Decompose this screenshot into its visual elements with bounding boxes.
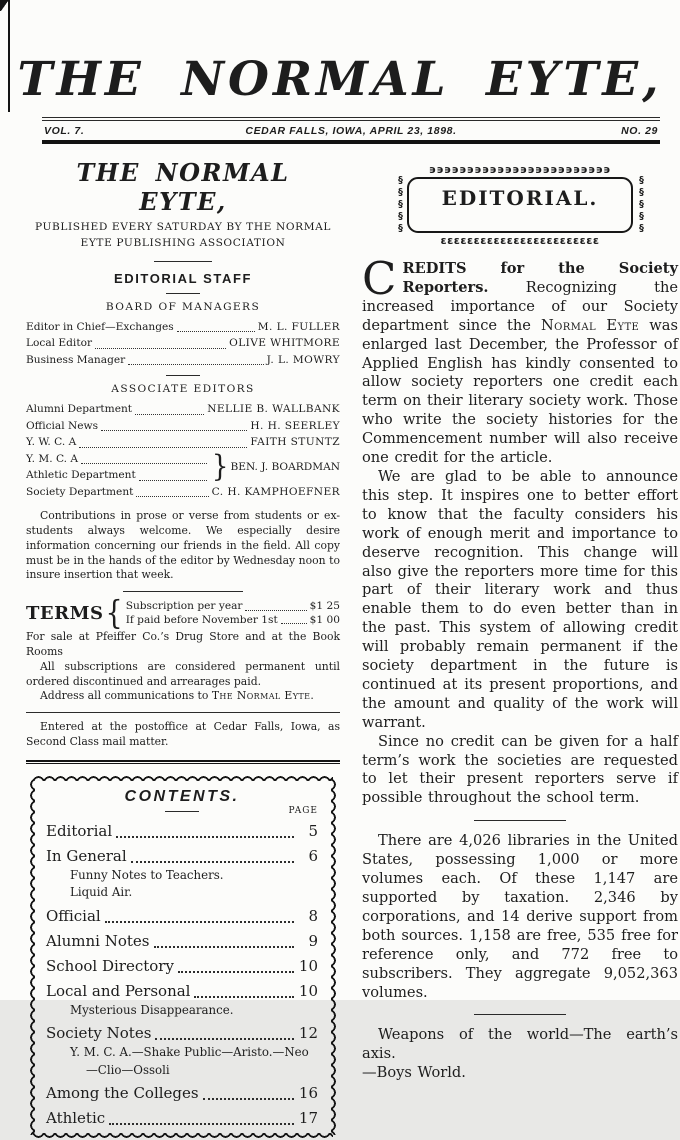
contents-entry-label: Official [46, 906, 101, 925]
contents-entry [46, 1023, 318, 1043]
dot-leader [178, 971, 294, 973]
contents-entry-page: 17 [298, 1109, 318, 1128]
staff-row [26, 451, 210, 468]
contents-entry-label: Among the Colleges [46, 1084, 199, 1103]
scroll-ornament-right: §§§§§ [636, 175, 647, 235]
staff-row [26, 401, 340, 418]
contents-entry-page: 6 [308, 846, 318, 865]
editorial-paragraph-1 [362, 252, 678, 468]
dateline-band [42, 121, 660, 140]
volume-label: VOL. 7. [44, 125, 85, 137]
divider [166, 375, 200, 376]
contents-entry-page: 10 [298, 981, 318, 1000]
dot-leader [203, 1098, 294, 1100]
quip-line1: Weapons of the world—The earth’s axis. [362, 1026, 678, 1063]
scroll-ornament-bottom: ɛɛɛɛɛɛɛɛɛɛɛɛɛɛɛɛɛɛɛɛɛɛɛɛ [440, 234, 600, 247]
staff-name: OLIVE WHITMORE [229, 337, 340, 350]
scroll-ornament-left: §§§§§ [395, 175, 406, 235]
staff-name: BEN. J. BOARDMAN [230, 460, 340, 473]
staff-row [26, 467, 210, 484]
contents-wavy-border-right [331, 779, 338, 1136]
braced-roles [26, 451, 210, 484]
contents-entry-page: 8 [308, 906, 318, 925]
staff-row [26, 335, 340, 352]
terms-label: TERMS [26, 603, 104, 625]
dot-leader [177, 331, 255, 332]
terms-item: Subscription per year [125, 600, 243, 613]
editorial-banner-title: EDITORIAL. [407, 177, 633, 233]
staff-role: Athletic Department [26, 469, 136, 482]
contents-subentry: Mysterious Disappearance. [70, 1002, 234, 1017]
article-lead: REDITS for the Society Reporters. [402, 260, 678, 296]
address-prefix: Address all communications to [40, 689, 212, 703]
contents-entry [46, 931, 318, 951]
board-of-managers-list [26, 319, 340, 369]
contents-wavy-border-bottom [33, 1133, 333, 1140]
dateline: CEDAR FALLS, IOWA, APRIL 23, 1898. [245, 125, 457, 137]
contents-entry-page: 9 [308, 931, 318, 950]
divider [154, 261, 212, 262]
dot-leader [155, 1038, 294, 1040]
dot-leader [128, 364, 263, 365]
dot-leader [194, 996, 294, 998]
dot-leader [136, 496, 208, 497]
paper-name-smallcaps: Normal Eyte [540, 316, 640, 334]
brace-glyph: { [105, 595, 123, 633]
double-rule [26, 760, 340, 764]
rule [26, 712, 340, 713]
editorial-banner-core [394, 175, 646, 235]
entered-note: Entered at the postoffice at Cedar Falls, Iowa, as Second Class mail matter. [26, 720, 340, 749]
drop-cap: C [362, 252, 397, 305]
editorial-article [362, 252, 678, 1083]
dot-leader [81, 463, 207, 464]
for-sale-note: For sale at Pfeiffer Co.’s Drug Store and at the Book Rooms [26, 630, 340, 659]
staff-role: Alumni Department [26, 403, 133, 416]
editorial-paragraph-3: Since no credit can be given for a half term’s work the societies are requested to let their present reporters serve if possible throughout the school term. [362, 732, 678, 807]
contents-entry [46, 981, 318, 1001]
staff-name: FAITH STUNTZ [250, 436, 340, 449]
terms-row [126, 614, 340, 628]
staff-name: H. H. SEERLEY [250, 419, 340, 432]
divider [474, 820, 566, 821]
masthead-title: THE NORMAL EYTE, [17, 52, 663, 107]
staff-row [26, 352, 340, 369]
contents-entry [46, 1108, 318, 1128]
paper-title: THE NORMAL EYTE, [76, 158, 290, 216]
terms-price: $1 00 [309, 613, 340, 626]
contents-entry [46, 846, 318, 866]
published-line2: EYTE PUBLISHING ASSOCIATION [80, 236, 286, 249]
dot-leader [245, 610, 306, 611]
staff-name: C. H. KAMPHOEFNER [211, 485, 340, 498]
contents-entry [46, 1083, 318, 1103]
terms-price: $1 25 [309, 600, 340, 613]
brace-glyph: } [211, 449, 229, 484]
dot-leader [101, 430, 247, 431]
divider [123, 591, 243, 592]
page-columns [0, 144, 680, 1140]
contents-entry-label: Alumni Notes [46, 931, 150, 950]
staff-row-braced [26, 451, 340, 484]
subscriptions-note: All subscriptions are considered permanent until ordered discontinued and arrearages paid. [26, 659, 340, 688]
editorial-paragraph-2: We are glad to be able to announce this step. It inspires one to better effort to know that the faculty considers his work of enough merit and importance to deserve recognition. This change will also give the reporters more time for this part of their literary work and thus enable them to do even better than in the past. This system of allowing credit will probably remain permanent if the society department in the future is continued at its present proportions, and the amount and quality of the work will warrant. [362, 467, 678, 731]
staff-role: Society Department [26, 485, 134, 498]
published-note [26, 220, 340, 252]
contents-box [28, 774, 338, 1140]
contents-entry-label: Local and Personal [46, 981, 191, 1000]
contents-entry-page: 10 [298, 956, 318, 975]
contents-entry-label: In General [46, 846, 127, 865]
staff-name: M. L. FULLER [257, 320, 340, 333]
editorial-banner [394, 164, 646, 246]
paragraph-text: Recognizing the increased importance of our Society department since the [362, 278, 678, 334]
terms-block [26, 595, 340, 633]
contents-page-label: PAGE [288, 805, 318, 816]
paragraph-text: was enlarged last December, the Professor of Applied English has kindly consented to allow society reporters one credit each term on their literary society work. Those who write the society histories for the Commencement number will also receive one credit for the article. [362, 316, 678, 467]
dot-leader [131, 861, 294, 863]
contents-entry-page: 12 [298, 1024, 318, 1043]
contents-entry [46, 956, 318, 976]
scan-artifact-corner [0, 0, 15, 11]
paper-name-smallcaps: The Normal Eyte. [211, 689, 315, 703]
dot-leader [79, 447, 247, 448]
staff-row [26, 319, 340, 336]
contents-wavy-border-left [28, 779, 35, 1136]
dot-leader [95, 348, 226, 349]
associate-editors-list [26, 401, 340, 500]
contents-subentry: Y. M. C. A.—Shake Public—Aristo.—Neo [70, 1045, 309, 1060]
contents-entry-page: 5 [308, 821, 318, 840]
scan-artifact-line [8, 0, 10, 112]
contents-entry-label: School Directory [46, 956, 174, 975]
scroll-ornament-top: ϶϶϶϶϶϶϶϶϶϶϶϶϶϶϶϶϶϶϶϶϶϶϶϶ [428, 163, 612, 176]
terms-rows [126, 600, 340, 627]
staff-name: NELLIE B. WALLBANK [207, 403, 340, 416]
contents-entry [46, 906, 318, 926]
dot-leader [105, 921, 294, 923]
staff-role: Y. M. C. A [26, 452, 79, 465]
staff-role: Official News [26, 419, 99, 432]
contributions-note: Contributions in prose or verse from students or ex-students always welcome. We especially desire information concerning our friends in the field. All copy must be in the hands of the editor by Wednesday noon to insure insertion that week. [26, 509, 340, 582]
contents-wavy-border-top [33, 774, 333, 781]
contents-subentry: —Clio—Ossoli [86, 1062, 170, 1077]
dot-leader [135, 414, 204, 415]
associate-editors-heading: ASSOCIATE EDITORS [111, 383, 255, 396]
contents-entry-label: Society Notes [46, 1024, 152, 1043]
staff-row [26, 484, 340, 501]
divider [474, 1014, 566, 1015]
staff-role: Editor in Chief—Exchanges [26, 320, 174, 333]
libraries-paragraph: There are 4,026 libraries in the United States, possessing 1,000 or more volumes each. Of these 1,147 are supported by taxation. 2,346 by corporations, and 14 derive support from both sources. 1,158 are free, 535 free for reference only, and 772 free to subscribers. They aggregate 9,052,363 volumes. [362, 832, 678, 1001]
issue-number: NO. 29 [621, 125, 658, 137]
staff-row [26, 418, 340, 435]
staff-role: Y. W. C. A [26, 436, 77, 449]
terms-row [126, 600, 340, 614]
contents-entry-page: 16 [298, 1084, 318, 1103]
dot-leader [154, 946, 295, 948]
address-note [26, 689, 340, 704]
dot-leader [109, 1123, 294, 1125]
staff-role: Business Manager [26, 353, 126, 366]
published-line1: PUBLISHED EVERY SATURDAY BY THE NORMAL [34, 221, 332, 233]
divider [166, 293, 200, 294]
contents-subentry: Funny Notes to Teachers. [70, 867, 224, 882]
contents-subentry: Liquid Air. [70, 885, 133, 900]
contents-entry-label: Editorial [46, 821, 113, 840]
dot-leader [281, 623, 307, 624]
right-column [362, 158, 678, 1140]
contents-title: CONTENTS. [124, 787, 240, 805]
dot-leader [116, 836, 294, 838]
terms-item: If paid before November 1st [125, 613, 278, 626]
contents-entry-label: Athletic [46, 1109, 106, 1128]
quip-line2: —Boys World. [362, 1064, 466, 1082]
dot-leader [139, 480, 207, 481]
masthead [0, 0, 680, 107]
staff-name: J. L. MOWRY [266, 353, 340, 366]
board-heading: BOARD OF MANAGERS [105, 300, 261, 313]
staff-role: Local Editor [26, 337, 93, 350]
contents-entry [46, 821, 318, 841]
editorial-staff-heading: EDITORIAL STAFF [113, 270, 253, 286]
left-column [26, 158, 340, 1140]
staff-row [26, 434, 340, 451]
